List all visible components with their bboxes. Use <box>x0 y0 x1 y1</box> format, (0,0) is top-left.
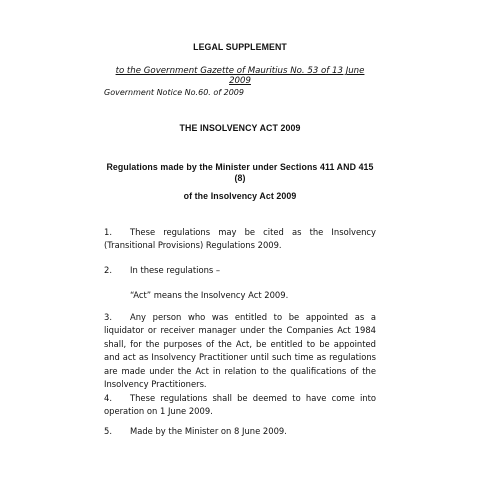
paragraph-2 <box>104 264 376 277</box>
paragraph-number: 1. <box>104 227 112 237</box>
paragraph-4 <box>104 392 376 419</box>
gazette-reference: to the Government Gazette of Mauritius No. 53 of 13 June 2009 <box>115 66 365 86</box>
paragraph-number: 2. <box>104 265 112 275</box>
paragraph-text: These regulations shall be deemed to have come into operation on 1 June 2009. <box>104 393 376 417</box>
paragraph-number: 3. <box>104 312 112 322</box>
paragraph-text: These regulations may be cited as the Insolvency (Transitional Provisions) Regulations 2009. <box>104 227 376 251</box>
paragraph-number: 5. <box>104 426 112 436</box>
government-notice: Government Notice No.60. of 2009 <box>104 88 244 97</box>
regulations-heading-line2: (8) <box>234 173 246 183</box>
paragraph-text: In these regulations – <box>130 265 221 275</box>
act-title: THE INSOLVENCY ACT 2009 <box>179 123 301 133</box>
definition-act <box>104 289 376 302</box>
supplement-title: LEGAL SUPPLEMENT <box>193 42 287 52</box>
paragraph-3 <box>104 311 376 391</box>
paragraph-text: Made by the Minister on 8 June 2009. <box>130 426 287 436</box>
paragraph-5 <box>104 425 376 438</box>
definition-text: “Act” means the Insolvency Act 2009. <box>130 290 289 300</box>
regulations-heading-line3: of the Insolvency Act 2009 <box>183 191 297 201</box>
paragraph-number: 4. <box>104 393 112 403</box>
regulations-heading-line1: Regulations made by the Minister under Sections 411 AND 415 <box>106 162 374 172</box>
paragraph-text: Any person who was entitled to be appointed as a liquidator or receiver manager under the Companies Act 1984 shall, for the purposes of the Act, be entitled to be appointed and act as Insolvency Practitioner until such time as regulations are made under the Act in relation to the qualifications of the Insolvency Practitioners. <box>104 312 376 390</box>
paragraph-1 <box>104 226 376 253</box>
